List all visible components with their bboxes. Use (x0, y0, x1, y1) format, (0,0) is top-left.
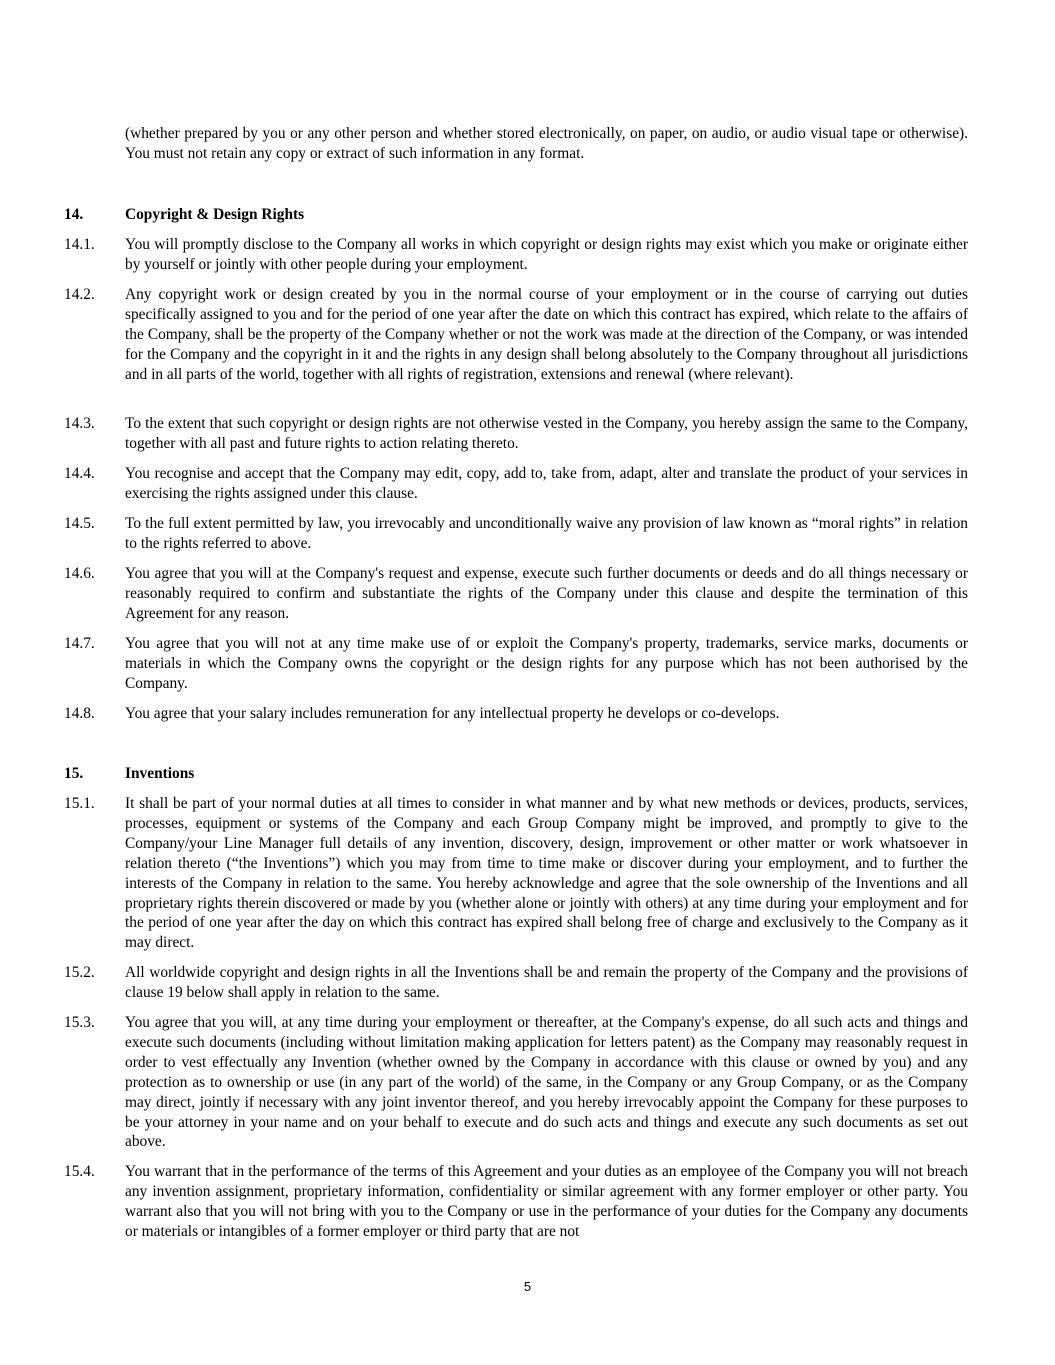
clause-number: 15.1. (64, 795, 95, 812)
section-title: Copyright & Design Rights (125, 206, 305, 223)
clause-text: All worldwide copyright and design rights in all the Inventions shall be and remain the property of the Company and the provisions of clause 19 below shall apply in relation to the same. (125, 964, 968, 1001)
section-title: Inventions (125, 765, 195, 782)
clause-number: 15.2. (64, 964, 95, 981)
clause-text: You will promptly disclose to the Company all works in which copyright or design rights may exist which you make or originate either by yourself or jointly with other people during your employment. (125, 236, 968, 273)
clause-text: You warrant that in the performance of the terms of this Agreement and your duties as an employee of the Company you will not breach any invention assignment, proprietary information, confidentiality or similar agreement with any former employer or other party. You warrant also that you will not bring with you to the Company or use in the performance of your duties for the Company any documents or materials or intangibles of a former employer or third party that are not (125, 1163, 968, 1240)
clause-text: You agree that you will, at any time during your employment or thereafter, at the Company's expense, do all such acts and things and execute such documents (including without limitation making application for letters patent) as the Company may reasonably request in order to vest effectually any Invention (whether owned by the Company in accordance with this clause or owned by you) and any protection as to ownership or use (in any part of the world) of the same, in the Company or any Group Company, or as the Company may direct, jointly if necessary with any joint inventor thereof, and you hereby irrevocably appoint the Company for these purposes to be your attorney in your name and on your behalf to execute and do such acts and things and execute any such documents as set out above. (125, 1014, 968, 1151)
clause-text: To the extent that such copyright or design rights are not otherwise vested in the Company, you hereby assign the same to the Company, together with all past and future rights to action relating thereto. (125, 415, 968, 452)
clause-number: 14.5. (64, 515, 95, 532)
clause-text: To the full extent permitted by law, you irrevocably and unconditionally waive any provision of law known as “moral rights” in relation to the rights referred to above. (125, 515, 968, 552)
clause-text: You agree that your salary includes remuneration for any intellectual property he develops or co-develops. (125, 705, 780, 722)
clause-number: 14.6. (64, 565, 95, 582)
clause-number: 14.8. (64, 705, 95, 722)
clause-number: 14.3. (64, 415, 95, 432)
intro-paragraph: (whether prepared by you or any other person and whether stored electronically, on paper, on audio, or audio visual tape or otherwise). You must not retain any copy or extract of such information in any format. (125, 125, 968, 162)
clause-text: You agree that you will at the Company's request and expense, execute such further documents or deeds and do all things necessary or reasonably required to confirm and substantiate the rights of the Company under this clause and despite the termination of this Agreement for any reason. (125, 565, 968, 622)
page-number: 5 (523, 1279, 532, 1294)
section-number: 14. (64, 206, 84, 223)
clause-text: It shall be part of your normal duties at all times to consider in what manner and by what new methods or devices, products, services, processes, equipment or systems of the Company and each Group Company might be improved, and promptly to give to the Company/your Line Manager full details of any invention, discovery, design, improvement or other matter or work whatsoever in relation thereto (“the Inventions”) which you may from time to time make or discover during your employment, and to further the interests of the Company in relation to the same. You hereby acknowledge and agree that the sole ownership of the Inventions and all proprietary rights therein discovered or made by you (whether alone or jointly with others) at any time during your employment and for the period of one year after the day on which this contract has expired shall belong free of charge and exclusively to the Company as it may direct. (125, 795, 968, 952)
clause-text: You recognise and accept that the Company may edit, copy, add to, take from, adapt, alter and translate the product of your services in exercising the rights assigned under this clause. (125, 465, 968, 502)
clause-number: 14.4. (64, 465, 95, 482)
clause-number: 14.2. (64, 286, 95, 303)
clause-number: 14.7. (64, 635, 95, 652)
section-number: 15. (64, 765, 84, 782)
clause-number: 15.3. (64, 1014, 95, 1031)
clause-number: 15.4. (64, 1163, 95, 1180)
clause-text: You agree that you will not at any time make use of or exploit the Company's property, trademarks, service marks, documents or materials in which the Company owns the copyright or the design rights for any purpose which has not been authorised by the Company. (125, 635, 968, 692)
clause-text: Any copyright work or design created by you in the normal course of your employment or in the course of carrying out duties specifically assigned to you and for the period of one year after the date on which this contract has expired, which relate to the affairs of the Company, shall be the property of the Company whether or not the work was made at the direction of the Company, or was intended for the Company and the copyright in it and the rights in any design shall belong absolutely to the Company throughout all jurisdictions and in all parts of the world, together with all rights of registration, extensions and renewal (where relevant). (125, 286, 968, 383)
clause-number: 14.1. (64, 236, 95, 253)
